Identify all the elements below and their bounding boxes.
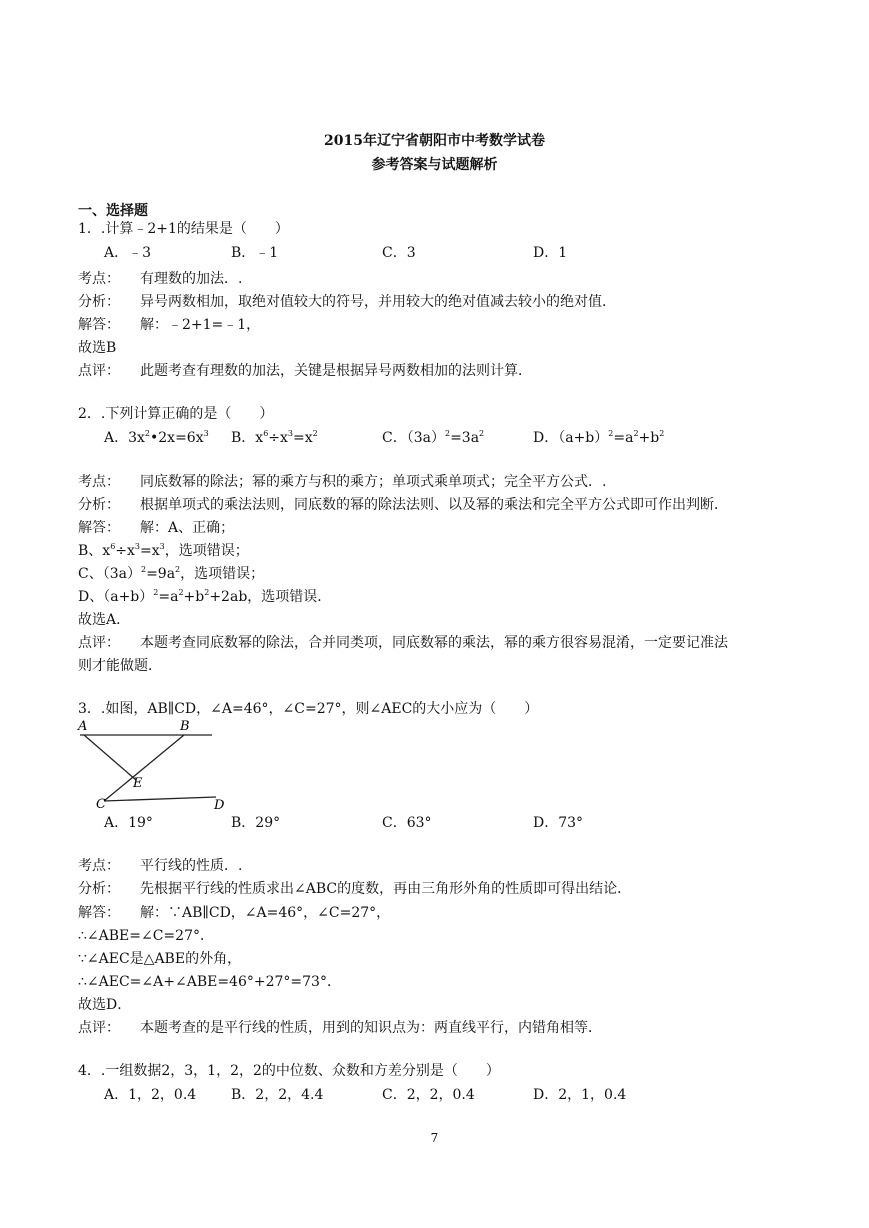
q2-d-6: 2 [659, 429, 665, 438]
q3-kaodian-text: 平行线的性质．. [140, 858, 243, 874]
q2-c-2: 2 [444, 429, 451, 438]
label-dianping: 点评： [78, 635, 120, 651]
label-jieda: 解答： [78, 520, 120, 536]
q3-step-3: ∴∠AEC=∠A+∠ABE=46°+27°=73°． [78, 974, 341, 990]
label-jieda: 解答： [78, 317, 120, 333]
label-kaodian: 考点： [78, 474, 120, 490]
q2-lb-1: B、x [78, 543, 111, 559]
line-cd [104, 797, 216, 801]
q2-dianping-cont: 则才能做题． [78, 658, 162, 674]
label-jieda: 解答： [78, 905, 120, 921]
q2-b-1: B．x [231, 430, 264, 446]
q1-option-c: C．3 [382, 245, 416, 261]
q3-step-1: ∴∠ABE=∠C=27°． [78, 928, 214, 944]
q2-dianping [78, 635, 728, 651]
q3-fenxi [78, 881, 631, 897]
q3-option-b: B．29° [231, 815, 281, 831]
q1-fenxi-text: 异号两数相加，取绝对值较大的符号，并用较大的绝对值减去较小的绝对值． [140, 294, 616, 310]
q2-c-4: 2 [479, 429, 485, 438]
section-heading: 一、选择题 [78, 203, 148, 219]
q4-stem: 4．.一组数据2，3，1，2，2的中位数、众数和方差分别是（ ） [78, 1063, 500, 1079]
q4-option-c: C．2，2，0.4 [382, 1087, 475, 1103]
q2-lc-5: ，选项错误； [180, 566, 265, 582]
page-number: 7 [430, 1131, 439, 1145]
q2-b-6: 2 [312, 429, 318, 438]
q2-lb-5: =x [140, 543, 160, 559]
q2-c-3: =3a [450, 430, 480, 446]
q1-option-b: B．﹣1 [231, 245, 279, 261]
point-c-label: C [96, 797, 106, 812]
label-kaodian: 考点： [78, 271, 120, 287]
q1-option-d: D．1 [533, 245, 568, 261]
q1-dianping-text: 此题考查有理数的加法，关键是根据异号两数相加的法则计算． [140, 363, 532, 379]
q2-b-3: ÷x [268, 430, 288, 446]
q2-lb-2: 6 [110, 542, 116, 551]
q2-option-b [231, 430, 318, 446]
q3-jieda [78, 905, 390, 921]
q2-ld-6: 2 [204, 588, 210, 597]
q3-option-d: D．73° [533, 815, 584, 831]
q2-b-2: 6 [263, 429, 269, 438]
q4-option-a: A．1，2，0.4 [104, 1087, 197, 1103]
q2-d-2: 2 [608, 429, 614, 438]
q1-dianping [78, 363, 532, 379]
q3-fenxi-text: 先根据平行线的性质求出∠ABC的度数，再由三角形外角的性质即可得出结论． [140, 881, 632, 897]
q3-step-2: ∵∠AEC是△ABE的外角， [78, 951, 242, 967]
q4-option-b: B．2，2，4.4 [231, 1087, 324, 1103]
q2-line-d [78, 589, 331, 605]
point-b-label: B [180, 719, 190, 734]
q2-b-5: =x [293, 430, 313, 446]
q2-jieda-text: 解：A、正确； [140, 520, 235, 536]
q2-ld-2: 2 [153, 588, 159, 597]
q2-line-c [78, 566, 264, 582]
q2-d-5: +b [638, 430, 660, 446]
q2-a-1: A．3x [104, 430, 145, 446]
q2-lc-2: 2 [140, 565, 147, 574]
q2-ld-1: D、（a+b） [78, 589, 154, 605]
segment-bc [104, 735, 184, 801]
q2-lb-4: 3 [134, 542, 141, 551]
q2-ld-4: 2 [178, 588, 184, 597]
q3-select: 故选D． [78, 997, 132, 1013]
q2-option-a [104, 430, 209, 446]
q2-option-c [382, 430, 484, 446]
q1-jieda-text: 解：﹣2+1=﹣1， [140, 317, 261, 333]
label-dianping: 点评： [78, 1020, 120, 1036]
q1-stem: 1．.计算﹣2+1的结果是（ ） [78, 221, 289, 237]
q2-a-2: 2 [144, 429, 151, 438]
q1-fenxi [78, 294, 616, 310]
segment-ae [84, 735, 136, 780]
q1-kaodian-text: 有理数的加法．. [140, 271, 243, 287]
label-kaodian: 考点： [78, 858, 120, 874]
q2-lb-7: ，选项错误； [164, 543, 249, 559]
q2-ld-7: +2ab，选项错误． [209, 589, 332, 605]
q3-kaodian [78, 858, 242, 874]
q2-fenxi [78, 497, 728, 513]
q1-option-a: A．﹣3 [104, 245, 152, 261]
q2-b-4: 3 [287, 429, 294, 438]
page-title: 2015年辽宁省朝阳市中考数学试卷 [324, 133, 545, 149]
point-d-label: D [214, 798, 225, 812]
q2-lc-4: 2 [175, 565, 181, 574]
q2-select: 故选A． [78, 612, 131, 628]
label-fenxi: 分析： [78, 881, 120, 897]
q2-a-4: 3 [203, 429, 209, 438]
q2-ld-5: +b [183, 589, 205, 605]
q2-a-3: •2x=6x [150, 430, 204, 446]
q2-kaodian [78, 474, 606, 490]
q1-kaodian [78, 271, 242, 287]
q2-stem: 2．.下列计算正确的是（ ） [78, 406, 274, 422]
q2-fenxi-text: 根据单项式的乘法法则，同底数的幂的除法法则、以及幂的乘法和完全平方公式即可作出判断． [140, 497, 728, 513]
q2-lb-3: ÷x [115, 543, 135, 559]
q2-jieda [78, 520, 234, 536]
q2-line-b [78, 543, 249, 559]
point-e-label: E [133, 776, 143, 791]
point-a-label: A [78, 719, 88, 734]
q3-jieda-text: 解：∵AB∥CD，∠A=46°，∠C=27°， [140, 905, 391, 921]
q2-lc-3: =9a [146, 566, 176, 582]
q2-option-d [533, 430, 664, 446]
parallel-lines-figure [76, 716, 236, 812]
q2-kaodian-text: 同底数幂的除法；幂的乘方与积的乘方；单项式乘单项式；完全平方公式．. [140, 474, 607, 490]
q3-stem: 3．.如图，AB∥CD，∠A=46°，∠C=27°，则∠AEC的大小应为（ ） [78, 701, 539, 717]
q2-lc-1: C、（3a） [78, 566, 141, 582]
q3-dianping-text: 本题考查的是平行线的性质，用到的知识点为：两直线平行，内错角相等． [140, 1020, 602, 1036]
label-fenxi: 分析： [78, 294, 120, 310]
q3-option-c: C．63° [382, 815, 432, 831]
q2-d-1: D．（a+b） [533, 430, 609, 446]
page-subtitle: 参考答案与试题解析 [371, 157, 498, 173]
q1-select: 故选B [78, 340, 117, 356]
q2-lb-6: 3 [159, 542, 165, 551]
q1-jieda [78, 317, 260, 333]
q3-option-a: A．19° [104, 815, 153, 831]
q2-d-4: 2 [633, 429, 639, 438]
q2-ld-3: =a [158, 589, 179, 605]
q2-c-1: C．（3a） [382, 430, 445, 446]
label-dianping: 点评： [78, 363, 120, 379]
q3-dianping [78, 1020, 602, 1036]
q2-dianping-text: 本题考查同底数幂的除法，合并同类项，同底数幂的乘法，幂的乘方很容易混淆，一定要记准法 [140, 635, 728, 651]
label-fenxi: 分析： [78, 497, 120, 513]
q4-option-d: D．2，1，0.4 [533, 1087, 627, 1103]
q2-d-3: =a [613, 430, 634, 446]
